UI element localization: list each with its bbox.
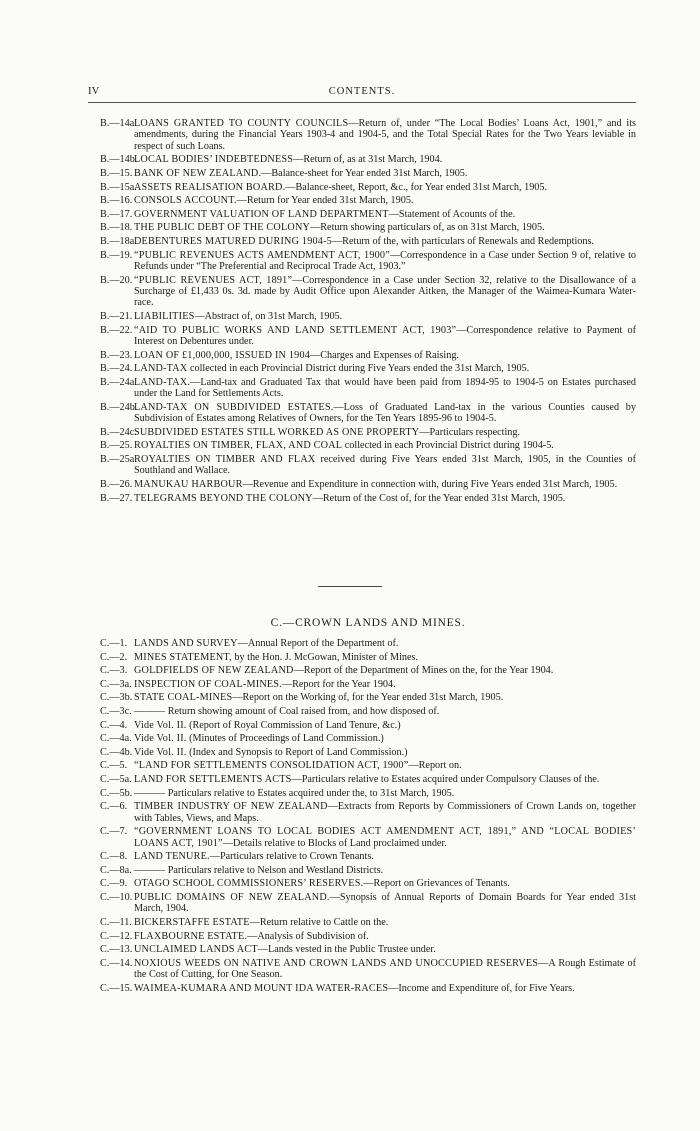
entry-code: B.—24. [100, 363, 133, 375]
contents-entry [100, 692, 636, 703]
entry-code: B.—18. [100, 222, 133, 234]
entry-text [134, 402, 636, 425]
contents-entry [100, 222, 636, 233]
entry-heading: Vide Vol. II. [134, 746, 187, 758]
entry-text [134, 440, 636, 451]
section-c-title: C.—CROWN LANDS AND MINES. [270, 617, 466, 629]
contents-entry [100, 851, 636, 862]
entry-description: —Correspondence relative to Payment of Interest on Debentures under. [134, 324, 636, 347]
entry-heading: TELEGRAMS BEYOND THE COLONY [134, 492, 313, 504]
contents-entry [100, 195, 636, 206]
entry-code: C.—5b. [100, 787, 133, 799]
entry-heading: LOAN OF £1,000,000, ISSUED IN 1904 [134, 349, 311, 361]
entry-text [134, 801, 636, 824]
entry-text [134, 638, 636, 649]
entry-description: (Report of Royal Commission of Land Tenure, &c.) [186, 719, 401, 731]
entry-heading: LOANS GRANTED TO COUNTY COUNCILS [134, 118, 349, 129]
entry-heading: WAIMEA-KUMARA AND MOUNT IDA WATER-RACES [134, 982, 389, 994]
entry-description: —Return of the, with particulars of Renewals and Redemptions. [331, 235, 594, 247]
entry-text [134, 222, 636, 233]
entry-heading: ROYALTIES ON TIMBER AND FLAX [134, 453, 316, 465]
entry-description: —Abstract of, on 31st March, 1905. [194, 310, 343, 322]
entry-code: B.—17. [100, 208, 133, 220]
entry-heading: GOLDFIELDS OF NEW ZEALAND [134, 665, 294, 677]
contents-entry [100, 826, 636, 849]
entry-heading: BICKERSTAFFE ESTATE [134, 916, 250, 928]
entry-text [134, 983, 636, 994]
entry-heading: Vide Vol. II. [134, 719, 187, 731]
entry-code: B.—24c. [100, 426, 137, 438]
contents-entry [100, 209, 636, 220]
entry-code: B.—25a. [100, 453, 137, 465]
entry-description: —Return of the Cost of, for the Year ended 31st March, 1905. [312, 492, 566, 504]
entry-text [134, 652, 636, 663]
entry-heading: ——— [134, 705, 166, 717]
contents-entry [100, 350, 636, 361]
entry-code: B.—24a. [100, 376, 137, 388]
contents-entry [100, 747, 636, 758]
entry-description: —Income and Expenditure of, for Five Years. [388, 982, 575, 994]
entry-code: C.—10. [100, 891, 133, 903]
entry-text [134, 958, 636, 981]
entry-heading: MINES STATEMENT, [134, 651, 232, 663]
entry-heading: LOCAL BODIES’ INDEBTEDNESS [134, 154, 294, 166]
entry-heading: BANK OF NEW ZEALAND. [134, 168, 262, 179]
contents-entry [100, 182, 636, 193]
entry-code: B.—20. [100, 274, 133, 286]
contents-entry [100, 892, 636, 915]
entry-code: C.—11. [100, 916, 132, 928]
section-c-list [100, 638, 636, 994]
entry-text [134, 493, 636, 504]
entry-description: —Analysis of Subdivision of. [247, 930, 369, 942]
entry-description: by the Hon. J. McGowan, Minister of Mines. [231, 651, 419, 663]
entry-code: C.—1. [100, 638, 128, 649]
contents-entry [100, 250, 636, 273]
entry-text [134, 788, 636, 799]
entry-description: received during Five Years ended 31st March, 1905, in the Counties of Southland and Wallace. [134, 453, 636, 477]
entry-code: C.—3c. [100, 705, 132, 717]
entry-text [134, 878, 636, 889]
contents-entry [100, 118, 636, 152]
contents-entry [100, 427, 636, 438]
entry-heading: “PUBLIC REVENUES ACTS AMENDMENT ACT, 1900” [134, 249, 390, 261]
contents-entry [100, 275, 636, 309]
entry-text [134, 275, 636, 309]
entry-description: —Annual Report of the Department of. [237, 638, 399, 649]
entry-description: Return showing amount of Coal raised from, and how disposed of. [165, 705, 440, 717]
entry-heading: LIABILITIES [134, 310, 195, 322]
contents-entry [100, 454, 636, 477]
entry-heading: ROYALTIES ON TIMBER, FLAX, AND COAL [134, 440, 343, 452]
entry-code: C.—3. [100, 665, 128, 677]
contents-entry [100, 638, 636, 649]
entry-description: —Particulars relative to Estates acquired under Compulsory Clauses of the. [291, 773, 600, 785]
contents-entry [100, 479, 636, 490]
section-c [100, 617, 636, 996]
entry-text [134, 706, 636, 717]
entry-heading: DEBENTURES MATURED DURING 1904-5 [134, 235, 332, 247]
entry-code: B.—22. [100, 324, 133, 336]
entry-heading: Vide Vol. II. [134, 733, 187, 745]
entry-description: Particulars relative to Estates acquired under the, to 31st March, 1905. [165, 787, 455, 799]
contents-entry [100, 402, 636, 425]
entry-heading: “LAND FOR SETTLEMENTS CONSOLIDATION ACT, 1900” [134, 760, 409, 772]
entry-code: C.—9. [100, 878, 128, 890]
entry-text [134, 733, 636, 744]
contents-entry [100, 917, 636, 928]
entry-description: Particulars relative to Nelson and Westland Districts. [165, 864, 384, 876]
contents-entry [100, 983, 636, 994]
entry-heading: LAND-TAX ON SUBDIVIDED ESTATES. [134, 401, 334, 413]
entry-heading: LAND TENURE. [134, 851, 210, 863]
entry-code: C.—5. [100, 760, 128, 772]
entry-code: B.—26. [100, 478, 133, 490]
contents-entry [100, 311, 636, 322]
entry-text [134, 944, 636, 955]
entry-description: —Report on the Working of, for the Year ended 31st March, 1905. [232, 692, 504, 704]
entry-code: B.—27. [100, 492, 133, 504]
entry-code: B.—14a. [100, 118, 137, 129]
entry-description: —Return for Year ended 31st March, 1905. [236, 195, 414, 207]
entry-description: —Extracts from Reports by Commissioners of Crown Lands on, together with Tables, Views, and Maps. [134, 801, 636, 824]
entry-text [134, 892, 636, 915]
contents-entry [100, 760, 636, 771]
entry-text [134, 363, 636, 374]
entry-text [134, 250, 636, 273]
entry-text [134, 168, 636, 179]
entry-heading: THE PUBLIC DEBT OF THE COLONY [134, 222, 311, 234]
header-rule [88, 102, 636, 103]
entry-heading: “GOVERNMENT LOANS TO LOCAL BODIES ACT AMENDMENT ACT, 1891,” AND “LOCAL BODIES’ LOANS ACT, 1901” [134, 826, 636, 849]
entry-code: B.—16. [100, 195, 133, 207]
entry-heading: STATE COAL-MINES [134, 692, 233, 704]
entry-code: C.—6. [100, 801, 128, 813]
entry-text [134, 350, 636, 361]
entry-text [134, 692, 636, 703]
entry-text [134, 236, 636, 247]
entry-heading: TIMBER INDUSTRY OF NEW ZEALAND [134, 801, 328, 813]
entry-heading: MANUKAU HARBOUR [134, 478, 243, 490]
entry-code: B.—14b. [100, 154, 138, 166]
contents-entry [100, 865, 636, 876]
entry-code: C.—3b. [100, 692, 133, 704]
contents-entry [100, 168, 636, 179]
entry-heading: “PUBLIC REVENUES ACT, 1891” [134, 274, 293, 286]
entry-description: (Minutes of Proceedings of Land Commission.) [186, 733, 384, 745]
entry-description: collected in each Provincial District during Five Years ended the 31st March, 1905. [187, 363, 530, 375]
entry-code: B.—21. [100, 310, 133, 322]
entry-heading: “AID TO PUBLIC WORKS AND LAND SETTLEMENT ACT, 1903” [134, 324, 457, 336]
entry-description: —Return of, under “The Local Bodies’ Loans Act, 1901,” and its amendments, during the Financial Years 1903-4 and 1904-5, and the Total Special Rates for the Two Years leviable in respect of such Loans. [134, 118, 636, 152]
entry-heading: UNCLAIMED LANDS ACT [134, 944, 258, 956]
entry-text [134, 182, 636, 193]
entry-description: —Balance-sheet for Year ended 31st March, 1905. [261, 168, 468, 179]
entry-description: —Report on. [408, 760, 462, 772]
section-b-list [100, 118, 636, 506]
entry-text [134, 851, 636, 862]
contents-entry [100, 931, 636, 942]
entry-text [134, 917, 636, 928]
contents-entry [100, 325, 636, 348]
entry-text [134, 195, 636, 206]
entry-text [134, 931, 636, 942]
entry-heading: LAND FOR SETTLEMENTS ACTS [134, 773, 292, 785]
entry-heading: INSPECTION OF COAL-MINES. [134, 678, 282, 690]
contents-entry [100, 944, 636, 955]
contents-entry [100, 154, 636, 165]
entry-description: —Report on Grievances of Tenants. [363, 878, 510, 890]
entry-description: —Balance-sheet, Report, &c., for Year ended 31st March, 1905. [285, 181, 548, 193]
entry-text [134, 720, 636, 731]
entry-description: —Details relative to Blocks of Land proclaimed under. [222, 837, 447, 849]
entry-heading: LANDS AND SURVEY [134, 638, 238, 649]
entry-text [134, 154, 636, 165]
entry-text [134, 377, 636, 400]
entry-text [134, 427, 636, 438]
entry-text [134, 774, 636, 785]
entry-description: —Return relative to Cattle on the. [249, 916, 389, 928]
entry-text [134, 665, 636, 676]
entry-description: —Correspondence in a Case under Section 9 of, relative to Refunds under “The Preferential and Reciprocal Trade Act, 1903.” [134, 249, 636, 272]
entry-description: —Revenue and Expenditure in connection with, during Five Years ended 31st March, 1905. [242, 478, 618, 490]
entry-text [134, 209, 636, 220]
contents-entry [100, 801, 636, 824]
entry-heading: ——— [134, 787, 166, 799]
entry-code: C.—4b. [100, 746, 133, 758]
entry-description: —Particulars relative to Crown Tenants. [209, 851, 374, 863]
contents-entry [100, 706, 636, 717]
entry-description: —Statement of Acounts of the. [388, 208, 516, 220]
contents-entry [100, 440, 636, 451]
contents-entry [100, 652, 636, 663]
entry-description: —Particulars respecting. [419, 426, 521, 438]
entry-code: C.—2. [100, 651, 128, 663]
entry-code: C.—14. [100, 957, 133, 969]
entry-code: B.—23. [100, 349, 133, 361]
entry-text [134, 311, 636, 322]
entry-code: C.—8a. [100, 864, 132, 876]
page-number: IV [88, 86, 100, 97]
entry-heading: NOXIOUS WEEDS ON NATIVE AND CROWN LANDS AND UNOCCUPIED RESERVES [134, 957, 539, 969]
entry-code: B.—19. [100, 249, 133, 261]
entry-code: C.—3a. [100, 678, 132, 690]
entry-text [134, 479, 636, 490]
entry-description: —Synopsis of Annual Reports of Domain Boards for Year ended 31st March, 1904. [134, 891, 636, 915]
entry-code: C.—13. [100, 944, 133, 956]
contents-entry [100, 958, 636, 981]
contents-entry [100, 665, 636, 676]
entry-code: C.—8. [100, 851, 128, 863]
entry-code: C.—5a. [100, 773, 132, 785]
entry-text [134, 747, 636, 758]
entry-description: —Correspondence in a Case under Section 32, relative to the Disallowance of a Surcharge of £1,433 0s. 3d. made by Audit Office upon Alexander Aitken, the Manager of the Waimea-Kumara Water-race. [134, 274, 636, 309]
entry-heading: SUBDIVIDED ESTATES STILL WORKED AS ONE PROPERTY [134, 426, 420, 438]
entry-description: —Land-tax and Graduated Tax that would have been paid from 1894-95 to 1904-5 on Estates purchased under the Land for Settlements Acts. [134, 376, 636, 400]
entry-text [134, 679, 636, 690]
entry-heading: FLAXBOURNE ESTATE. [134, 930, 248, 942]
entry-code: C.—4. [100, 719, 128, 731]
entry-text [134, 760, 636, 771]
entry-code: C.—12. [100, 930, 133, 942]
entry-heading: GOVERNMENT VALUATION OF LAND DEPARTMENT [134, 208, 389, 220]
contents-entry [100, 720, 636, 731]
entry-code: B.—18a. [100, 235, 137, 247]
entry-code: B.—25. [100, 440, 133, 452]
entry-code: C.—15. [100, 982, 133, 994]
contents-entry [100, 493, 636, 504]
entry-description: (Index and Synopsis to Report of Land Commission.) [186, 746, 408, 758]
entry-text [134, 118, 636, 152]
contents-entry [100, 377, 636, 400]
entry-description: —Report of the Department of Mines on the, for the Year 1904. [293, 665, 554, 677]
entry-heading: CONSOLS ACCOUNT. [134, 195, 237, 207]
contents-entry [100, 733, 636, 744]
entry-heading: LAND-TAX [134, 363, 188, 375]
entry-description: collected in each Provincial District during 1904-5. [342, 440, 554, 452]
entry-description: —Return showing particulars of, as on 31st March, 1905. [310, 222, 545, 234]
page-title: CONTENTS. [328, 86, 396, 97]
contents-entry [100, 363, 636, 374]
entry-text [134, 865, 636, 876]
entry-heading: OTAGO SCHOOL COMMISSIONERS’ RESERVES. [134, 878, 364, 890]
entry-code: C.—4a. [100, 733, 132, 745]
contents-entry [100, 878, 636, 889]
entry-heading: ——— [134, 864, 166, 876]
section-divider [318, 586, 382, 587]
page-header [88, 86, 636, 102]
entry-heading: LAND-TAX. [134, 376, 191, 388]
entry-description: —Charges and Expenses of Raising. [310, 349, 459, 361]
entry-description: —Report for the Year 1904. [281, 678, 396, 690]
contents-entry [100, 774, 636, 785]
entry-code: B.—15a. [100, 181, 137, 193]
entry-code: C.—7. [100, 826, 128, 838]
contents-entry [100, 236, 636, 247]
entry-description: —Return of, as at 31st March, 1904. [293, 154, 443, 166]
entry-description: —A Rough Estimate of the Cost of Cutting, for One Season. [134, 957, 636, 981]
entry-text [134, 325, 636, 348]
entry-text [134, 454, 636, 477]
entry-heading: ASSETS REALISATION BOARD. [134, 181, 286, 193]
contents-entry [100, 679, 636, 690]
entry-code: B.—24b. [100, 401, 138, 413]
entry-text [134, 826, 636, 849]
entry-description: —Lands vested in the Public Trustee under. [257, 944, 436, 956]
contents-entry [100, 788, 636, 799]
entry-description: —Loss of Graduated Land-tax in the various Counties caused by Subdivision of Estates among Relatives of Owners, for the Ten Years 1895-96 to 1904-5. [134, 401, 636, 425]
entry-code: B.—15. [100, 168, 133, 179]
entry-heading: PUBLIC DOMAINS OF NEW ZEALAND. [134, 891, 330, 903]
